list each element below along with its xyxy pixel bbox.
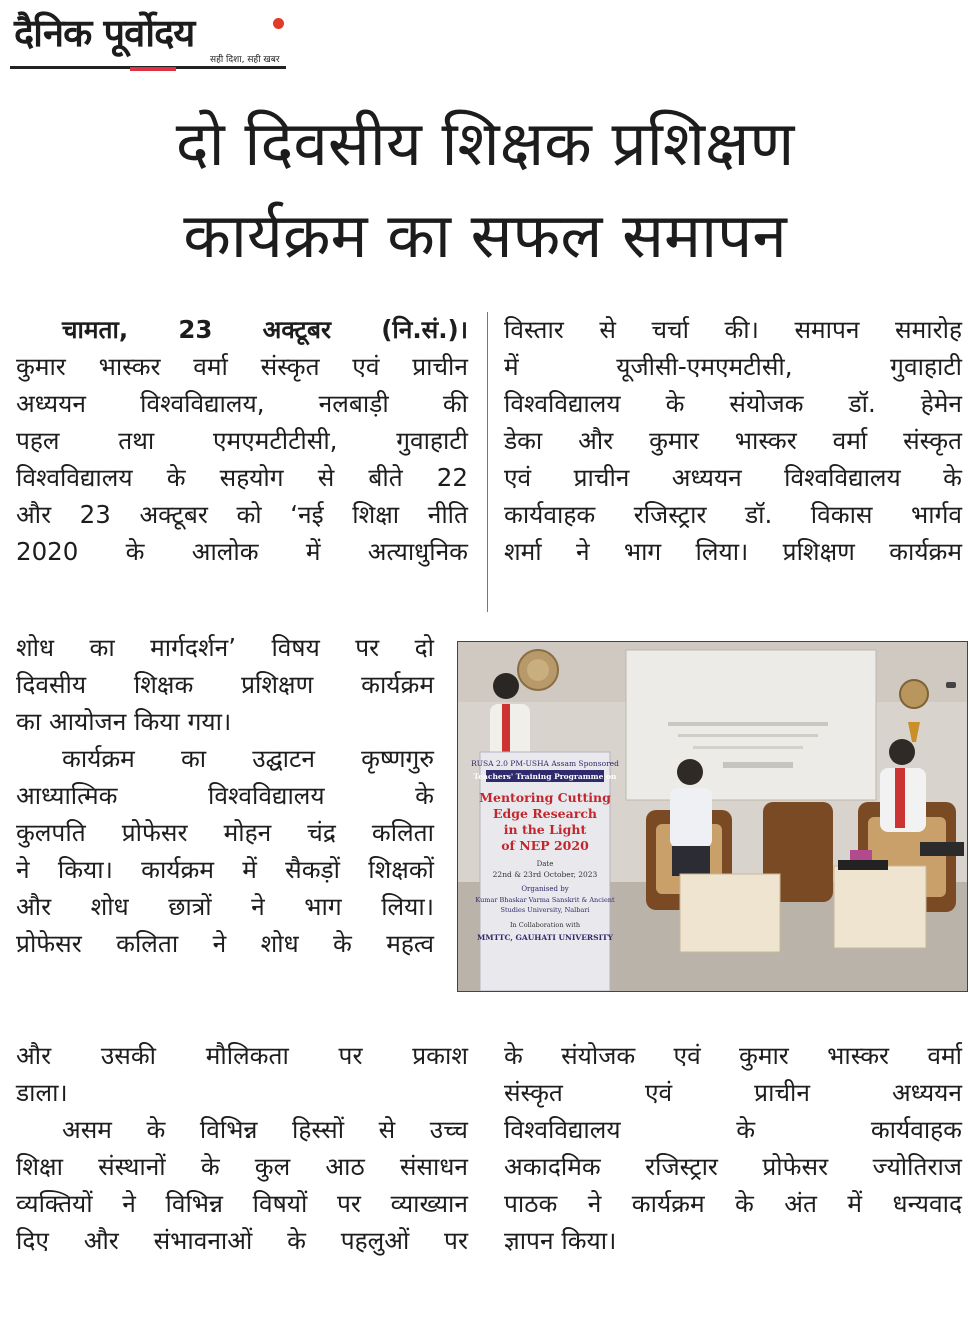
text-line: प्रोफेसर कलिता ने शोध के महत्व	[16, 929, 434, 958]
side-table	[680, 874, 780, 952]
article-left-column-bottom	[16, 1037, 468, 1259]
laptop-bag	[920, 842, 964, 856]
text-line: 2020 के आलोक में अत्याधुनिक	[16, 537, 468, 566]
column-divider	[487, 312, 488, 612]
article-right-column-bottom	[504, 1037, 962, 1259]
text-line: में यूजीसी-एमएमटीसी, गुवाहाटी	[504, 352, 962, 381]
camera-icon	[946, 682, 956, 688]
screen-text	[678, 734, 818, 737]
newspaper-tagline: सही दिशा, सही खबर	[210, 55, 280, 65]
headline-line-1: दो दिवसीय शिक्षक प्रशिक्षण	[175, 107, 795, 180]
text-line: डेका और कुमार भास्कर वर्मा संस्कृत	[504, 426, 962, 455]
seated-person-legs	[672, 846, 710, 876]
screen-text	[693, 746, 803, 749]
seated-person-body	[670, 788, 712, 848]
text-line: विश्वविद्यालय के सहयोग से बीते 22	[16, 463, 468, 492]
article-left-column	[16, 311, 468, 570]
text-line: विस्तार से चर्चा की। समापन समारोह	[504, 315, 962, 344]
newspaper-name: दैनिक पूर्वोदय	[14, 11, 195, 55]
text-line: और 23 अक्टूबर को ‘नई शिक्षा नीति	[16, 500, 468, 529]
banner-title-3: in the Light	[503, 822, 587, 837]
banner-collab: In Collaboration with	[509, 921, 581, 929]
text-line: ने किया। कार्यक्रम में सैकड़ों शिक्षकों	[16, 855, 434, 884]
masthead-dot-icon	[273, 18, 284, 29]
laptop-bag	[838, 860, 888, 870]
seated-person-scarf	[895, 768, 905, 828]
text-line: असम के विभिन्न हिस्सों से उच्च	[62, 1115, 468, 1144]
emblem-icon	[900, 680, 928, 708]
text-line: विश्वविद्यालय के संयोजक डॉ. हेमेन	[504, 389, 962, 418]
text-line: शर्मा ने भाग लिया। प्रशिक्षण कार्यक्रम	[504, 537, 962, 566]
text-line: पहल तथा एमएमटीटीसी, गुवाहाटी	[16, 426, 468, 455]
text-line: शोध का मार्गदर्शन’ विषय पर दो	[16, 633, 434, 662]
text-line: पाठक ने कार्यक्रम के अंत में धन्यवाद	[504, 1189, 962, 1218]
text-line: एवं प्राचीन अध्ययन विश्वविद्यालय के	[504, 463, 962, 492]
text-line: और उसकी मौलिकता पर प्रकाश	[16, 1041, 468, 1070]
text-line: कुमार भास्कर वर्मा संस्कृत एवं प्राचीन	[16, 352, 468, 381]
text-line: के संयोजक एवं कुमार भास्कर वर्मा	[504, 1041, 962, 1070]
banner-date: 22nd & 23rd October, 2023	[492, 870, 598, 879]
dateline: चामता, 23 अक्टूबर (नि.सं.)।	[62, 315, 468, 344]
text-line: विश्वविद्यालय के कार्यवाहक	[504, 1115, 962, 1144]
banner-title-4: of NEP 2020	[501, 838, 589, 853]
event-photo	[457, 641, 968, 992]
text-line: और शोध छात्रों ने भाग लिया।	[16, 892, 434, 921]
seated-person-head	[889, 739, 915, 765]
text-line: ज्ञापन किया।	[504, 1226, 617, 1255]
text-line: अकादमिक रजिस्ट्रार प्रोफेसर ज्योतिराज	[504, 1152, 962, 1181]
text-line: डाला।	[16, 1078, 68, 1107]
masthead	[10, 8, 286, 70]
text-line: कुलपति प्रोफेसर मोहन चंद्र कलिता	[16, 818, 434, 847]
banner-org-line-2: Studies University, Nalbari	[500, 906, 590, 914]
banner-title-1: Mentoring Cutting	[479, 790, 611, 805]
text-line: कार्यक्रम का उद्घाटन कृष्णगुरु	[62, 744, 434, 773]
seated-person-head	[677, 759, 703, 785]
event-photo-illustration	[458, 642, 967, 991]
banner-line-2: Teachers' Training Programme on	[473, 772, 617, 781]
text-line: व्यक्तियों ने विभिन्न विषयों पर व्याख्यान	[16, 1189, 468, 1218]
text-line: दिए और संभावनाओं के पहलुओं पर	[16, 1226, 468, 1255]
banner-collab-org: MMTTC, GAUHATI UNIVERSITY	[476, 933, 614, 942]
text-line: संस्कृत एवं प्राचीन अध्ययन	[504, 1078, 962, 1107]
banner-date-label: Date	[536, 860, 554, 868]
banner-title-2: Edge Research	[492, 806, 598, 821]
text-line: शिक्षा संस्थानों के कुल आठ संसाधन	[16, 1152, 468, 1181]
text-line: अध्ययन विश्वविद्यालय, नलबाड़ी की	[16, 389, 468, 418]
banner-org-line-1: Kumar Bhaskar Varma Sanskrit & Ancient	[475, 896, 615, 904]
banner-organised-by: Organised by	[521, 885, 569, 893]
text-line: कार्यवाहक रजिस्ट्रार डॉ. विकास भार्गव	[504, 500, 962, 529]
gift-box	[850, 850, 872, 860]
speaker-head	[493, 673, 519, 699]
side-table	[834, 866, 926, 948]
text-line: दिवसीय शिक्षक प्रशिक्षण कार्यक्रम	[16, 670, 434, 699]
article-left-column-narrow	[16, 629, 434, 962]
emblem-icon-inner	[527, 659, 549, 681]
masthead-red-mark	[130, 67, 176, 71]
screen-text	[668, 722, 828, 726]
article-right-column-top	[504, 311, 962, 570]
screen-text	[723, 762, 793, 768]
headline-line-2: कार्यक्रम का सफल समापन	[183, 199, 787, 272]
text-line: आध्यात्मिक विश्वविद्यालय के	[16, 781, 434, 810]
banner-line-1: RUSA 2.0 PM-USHA Assam Sponsored	[471, 759, 619, 768]
speaker-scarf	[502, 704, 510, 754]
text-line: का आयोजन किया गया।	[16, 707, 232, 736]
